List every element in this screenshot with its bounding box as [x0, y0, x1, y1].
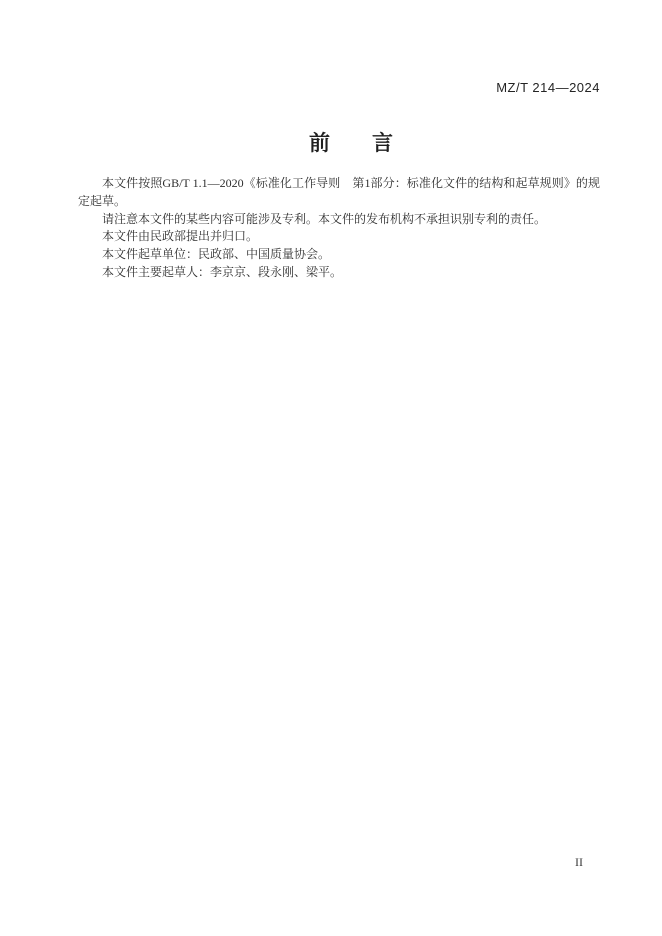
foreword-paragraph-patent-notice: 请注意本文件的某些内容可能涉及专利。本文件的发布机构不承担识别专利的责任。 [102, 211, 547, 226]
page-number: II [575, 855, 583, 869]
foreword-paragraph-drafting-organizations: 本文件起草单位：民政部、中国质量协会。 [102, 247, 331, 262]
foreword-paragraph-proposing-body: 本文件由民政部提出并归口。 [102, 229, 259, 244]
foreword-title: 前 言 [309, 132, 393, 155]
standard-doc-number: MZ/T 214—2024 [496, 80, 600, 95]
foreword-paragraph-drafting-rules: 本文件按照GB/T 1.1—2020《标准化工作导则 第1部分：标准化文件的结构和起草规则》的规定起草。 [78, 176, 600, 208]
foreword-paragraph-main-drafters: 本文件主要起草人：李京京、段永刚、梁平。 [102, 264, 343, 279]
foreword-body [78, 175, 600, 282]
